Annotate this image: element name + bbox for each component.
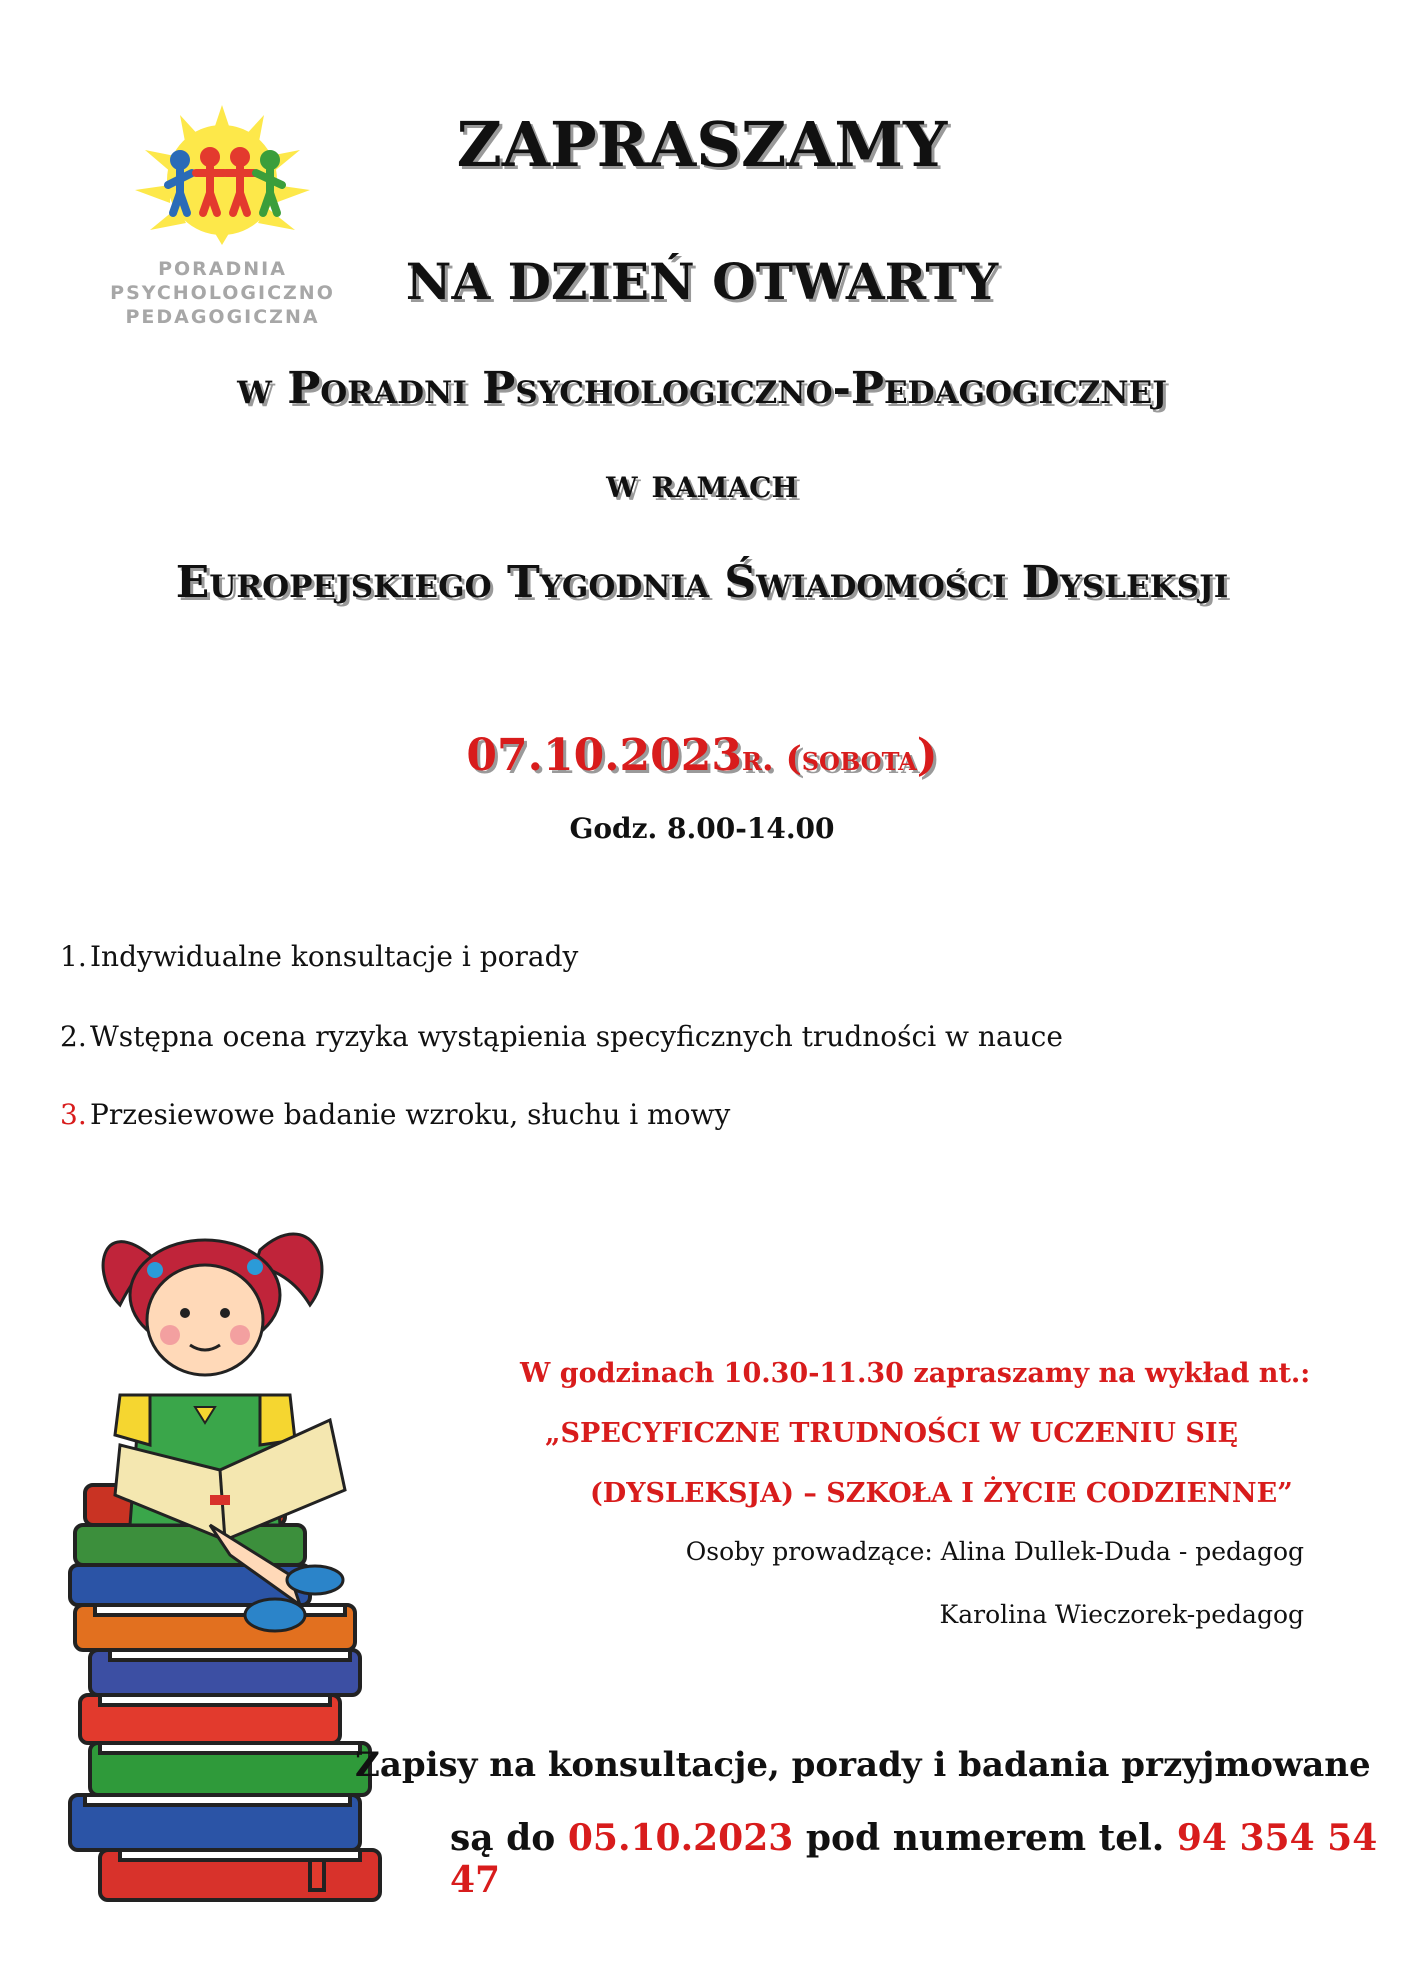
clinic-heading: w Poradni Psychologiczno-Pedagogicznej xyxy=(237,363,1167,414)
lecture-presenter-2: Karolina Wieczorek-pedagog xyxy=(939,1600,1304,1629)
signup-text-b: pod numerem tel. xyxy=(793,1817,1177,1859)
logo-text-line1: PORADNIA xyxy=(158,258,287,280)
event-date xyxy=(0,730,1404,781)
event-day: sobota xyxy=(801,739,917,779)
event-date-value: 07.10.2023 xyxy=(466,730,742,781)
lecture-title-line2: (DYSLEKSJA) – SZKOŁA I ŻYCIE CODZIENNE” xyxy=(590,1478,1293,1509)
list-item-text: Indywidualne konsultacje i porady xyxy=(90,940,579,973)
lecture-presenters: Osoby prowadzące: Alina Dullek-Duda - pedagog xyxy=(685,1537,1304,1566)
list-item xyxy=(60,1020,1063,1053)
signup-line2 xyxy=(450,1817,1404,1901)
list-item-text: Przesiewowe badanie wzroku, słuchu i mowy xyxy=(90,1098,731,1131)
list-item-number: 1. xyxy=(60,940,87,973)
signup-deadline: 05.10.2023 xyxy=(567,1817,794,1859)
logo-text-line2: PSYCHOLOGICZNO xyxy=(110,282,335,304)
list-item-text: Wstępna ocena ryzyka wystąpienia specyficznych trudności w nauce xyxy=(90,1020,1063,1053)
event-date-close: ) xyxy=(916,730,938,781)
logo-text-line3: PEDAGOGICZNA xyxy=(125,306,320,328)
lecture-intro: W godzinach 10.30-11.30 zapraszamy na wykład nt.: xyxy=(520,1358,1311,1389)
signup-phone: 94 354 54 47 xyxy=(450,1817,1378,1901)
open-day-heading: NA DZIEŃ OTWARTY xyxy=(405,252,999,311)
list-item xyxy=(60,1098,730,1131)
signup-line1: Zapisy na konsultacje, porady i badania przyjmowane xyxy=(355,1745,1371,1785)
list-item-number: 3. xyxy=(60,1098,87,1131)
girl-reading-icon xyxy=(60,1195,440,1905)
signup-text-a: są do xyxy=(450,1817,568,1859)
girl-reading-books-illustration xyxy=(60,1195,440,1905)
lecture-title-line1: „SPECYFICZNE TRUDNOŚCI W UCZENIU SIĘ xyxy=(545,1418,1239,1449)
within-heading: w ramach xyxy=(606,460,798,507)
list-item-number: 2. xyxy=(60,1020,87,1053)
event-date-suffix: r. ( xyxy=(741,739,802,779)
list-item xyxy=(60,940,578,973)
dyslexia-week-heading: Europejskiego Tygodnia Świadomości Dysleksji xyxy=(175,557,1229,608)
event-hours: Godz. 8.00-14.00 xyxy=(569,812,835,845)
page-title: ZAPRASZAMY xyxy=(456,108,948,181)
